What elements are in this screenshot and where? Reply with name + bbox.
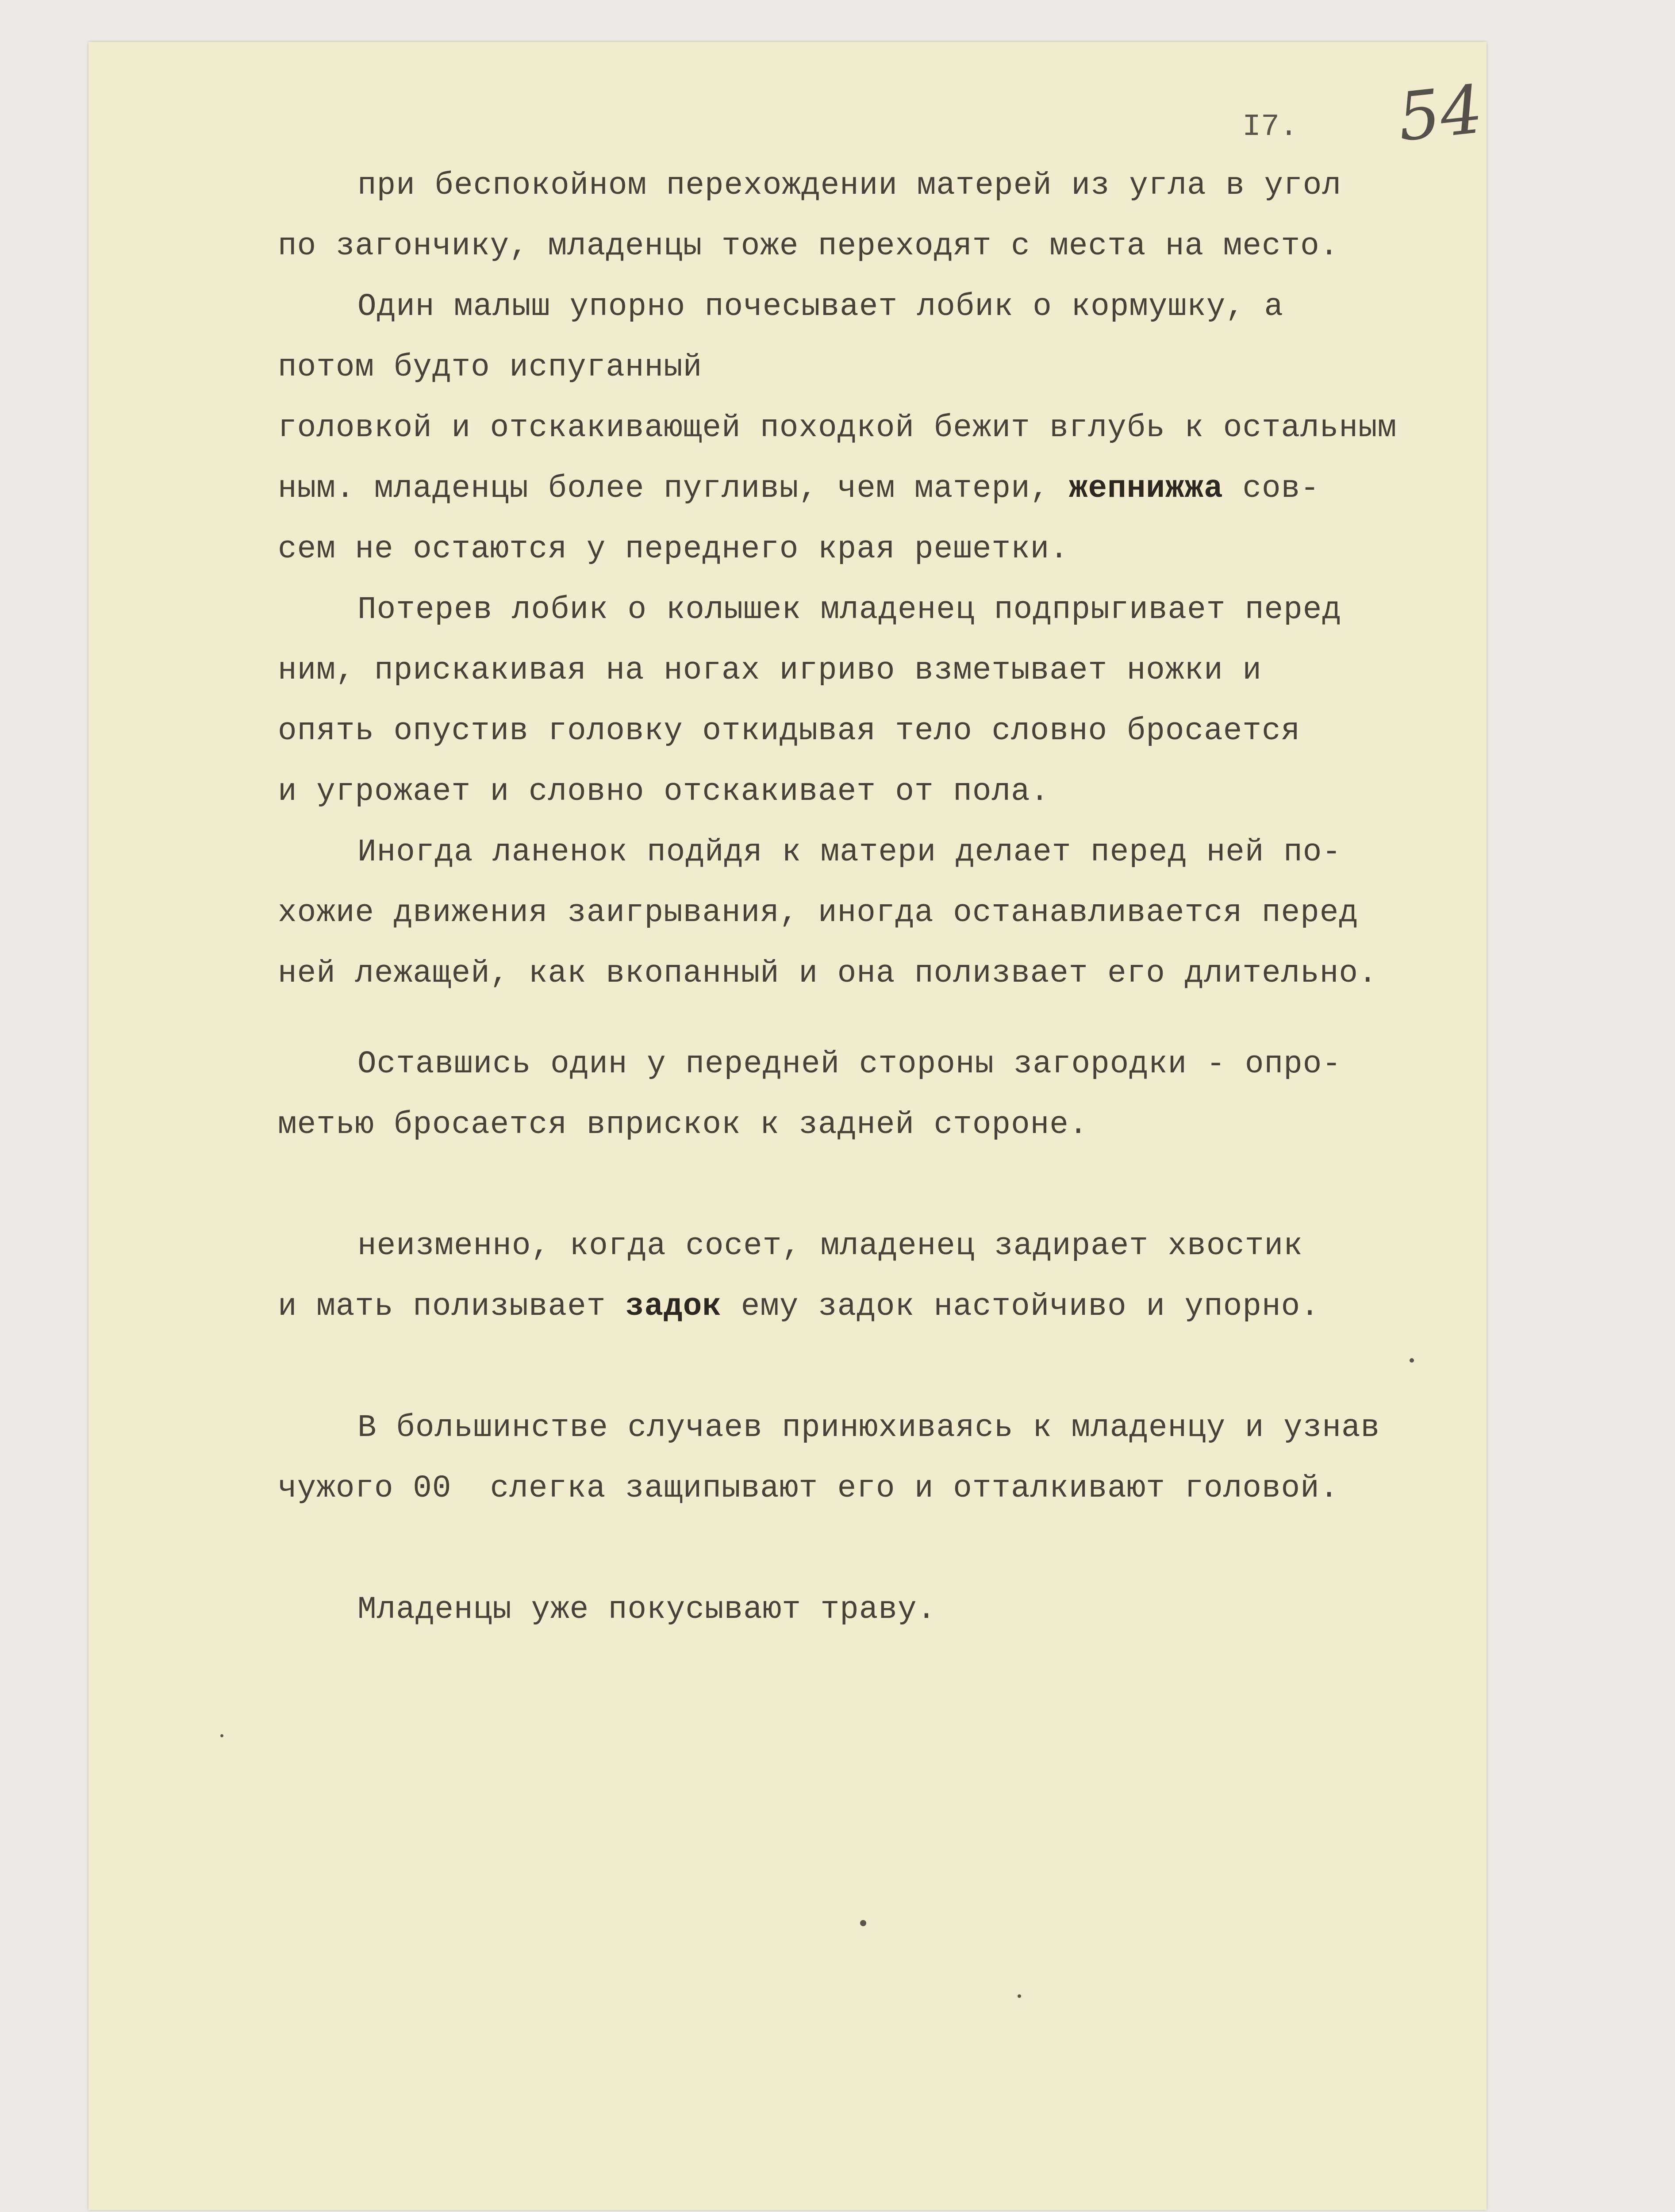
text-line-content: Оставшись один у передней стороны загородки - опро- (357, 1047, 1341, 1082)
typed-text-block (278, 156, 1499, 1640)
text-line (278, 580, 1499, 641)
text-line-content: опять опустив головку откидывая тело словно бросается (278, 714, 1301, 749)
text-line (278, 519, 1499, 580)
text-line-continuation: сов- (1223, 471, 1320, 507)
text-line-content: сем не остаются у переднего края решетки. (278, 532, 1069, 567)
text-line-content: В большинстве случаев принюхиваясь к младенцу и узнав (357, 1410, 1380, 1446)
page-number: I7. (1242, 110, 1299, 145)
paragraph-gap (278, 1004, 1499, 1034)
text-line-content: и мать полизывает (278, 1289, 625, 1325)
text-line (278, 277, 1499, 338)
text-line (278, 1459, 1499, 1519)
text-line-content: чужого 00 слегка защипывают его и отталкивают головой. (278, 1471, 1339, 1506)
text-line-content: Младенцы уже покусывают траву. (357, 1592, 937, 1628)
text-line (278, 1398, 1499, 1459)
ink-speck (220, 1734, 223, 1737)
handwritten-folio-number: 54 (1394, 71, 1487, 157)
text-line-content: ней лежащей, как вкопанный и она полизвает его длительно. (278, 956, 1378, 991)
text-line (278, 1095, 1499, 1156)
text-line (278, 156, 1499, 216)
ink-speck (1018, 1994, 1021, 1998)
text-line-content: ним, прискакивая на ногах игриво взметывает ножки и (278, 653, 1262, 688)
text-line-content: метью бросается вприскок к задней стороне. (278, 1107, 1088, 1143)
text-line (278, 338, 1499, 398)
text-line-content: ным. младенцы более пугливы, чем матери, (278, 471, 1069, 507)
text-line (278, 1580, 1499, 1640)
paragraph-gap (278, 1156, 1499, 1216)
text-line (278, 822, 1499, 883)
text-line-content: Иногда ланенок подйдя к матери делает перед ней по- (357, 835, 1341, 870)
text-line-content: головкой и отскакивающей походкой бежит вглубь к остальным (278, 411, 1397, 446)
text-line-content: Потерев лобик о колышек младенец подпрыгивает перед (357, 592, 1341, 628)
text-line-continuation: ему задок настойчиво и упорно. (721, 1289, 1320, 1325)
text-line (278, 1216, 1499, 1277)
text-line (278, 1034, 1499, 1095)
overstruck-word: жепнижжа (1068, 471, 1223, 507)
text-line (278, 1277, 1499, 1337)
ink-speck (860, 1920, 866, 1926)
paragraph-gap (278, 1519, 1499, 1580)
paragraph-gap (278, 1337, 1499, 1398)
text-line (278, 641, 1499, 701)
text-line-content: и угрожает и словно отскакивает от пола. (278, 774, 1050, 810)
text-line (278, 459, 1499, 519)
text-line-content: неизменно, когда сосет, младенец задирает хвостик (357, 1229, 1303, 1264)
text-line (278, 216, 1499, 277)
text-line-content: хожие движения заигрывания, иногда останавливается перед (278, 895, 1358, 931)
ink-speck (1410, 1358, 1414, 1363)
overstruck-word: задок (625, 1289, 722, 1325)
text-line (278, 883, 1499, 944)
text-line (278, 944, 1499, 1004)
text-line-content: потом будто испуганный (278, 350, 703, 385)
text-line-content: по загончику, младенцы тоже переходят с места на место. (278, 229, 1339, 264)
text-line (278, 701, 1499, 762)
text-line-content: при беспокойном перехождении матерей из угла в угол (357, 168, 1341, 204)
text-line-content: Один малыш упорно почесывает лобик о кормушку, а (357, 289, 1284, 325)
text-line (278, 398, 1499, 459)
text-line (278, 762, 1499, 822)
